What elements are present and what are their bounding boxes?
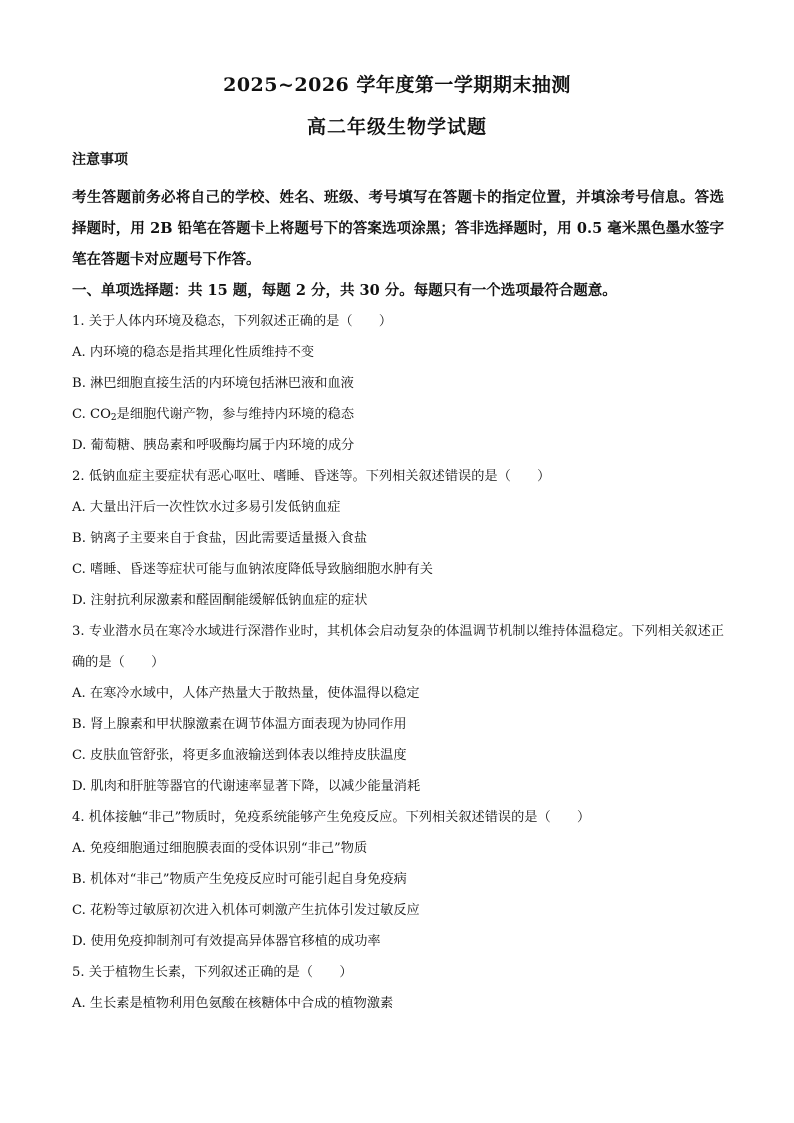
question-1-option-b: B. 淋巴细胞直接生活的内环境包括淋巴液和血液 <box>72 376 354 391</box>
question-1-option-c <box>72 399 724 430</box>
question-4-option-b: B. 机体对“非己”物质产生免疫反应时可能引起自身免疫病 <box>72 872 407 887</box>
exam-content <box>72 150 724 1019</box>
question-3-option-c: C. 皮肤血管舒张，将更多血液输送到体表以维持皮肤温度 <box>72 748 407 763</box>
question-4-stem: 4. 机体接触“非己”物质时，免疫系统能够产生免疫反应。下列相关叙述错误的是（ ） <box>72 810 591 825</box>
section-heading: 一、单项选择题：共 15 题，每题 2 分，共 30 分。每题只有一个选项最符合题意。 <box>72 282 617 299</box>
option-c-text: 是细胞代谢产物，参与维持内环境的稳态 <box>116 407 355 422</box>
notice-body: 考生答题前务必将自己的学校、姓名、班级、考号填写在答题卡的指定位置，并填涂考号信息。答选择题时，用 2B 铅笔在答题卡上将题号下的答案选项涂黑；答非选择题时，用 0.5 毫米黑色墨水签字笔在答题卡对应题号下作答。 <box>72 189 724 268</box>
question-4-option-d: D. 使用免疫抑制剂可有效提高异体器官移植的成功率 <box>72 934 381 949</box>
question-2-option-b: B. 钠离子主要来自于食盐，因此需要适量摄入食盐 <box>72 531 368 546</box>
question-2-option-d: D. 注射抗利尿激素和醛固酮能缓解低钠血症的症状 <box>72 593 368 608</box>
question-3-option-d: D. 肌肉和肝脏等器官的代谢速率显著下降，以减少能量消耗 <box>72 779 421 794</box>
question-3-stem: 3. 专业潜水员在寒冷水域进行深潜作业时，其机体会启动复杂的体温调节机制以维持体温稳定。下列相关叙述正确的是（ ） <box>72 624 724 670</box>
question-2-stem: 2. 低钠血症主要症状有恶心呕吐、嗜睡、昏迷等。下列相关叙述错误的是（ ） <box>72 469 551 484</box>
option-c-formula: C. CO <box>72 407 111 422</box>
question-3-option-a: A. 在寒冷水域中，人体产热量大于散热量，使体温得以稳定 <box>72 686 420 701</box>
question-2-option-a: A. 大量出汗后一次性饮水过多易引发低钠血症 <box>72 500 341 515</box>
question-4-option-a: A. 免疫细胞通过细胞膜表面的受体识别“非己”物质 <box>72 841 368 856</box>
option-c-subscript: 2 <box>110 413 117 423</box>
question-1-stem: 1. 关于人体内环境及稳态，下列叙述正确的是（ ） <box>72 314 393 329</box>
question-3-option-b: B. 肾上腺素和甲状腺激素在调节体温方面表现为协同作用 <box>72 717 407 732</box>
question-4-option-c: C. 花粉等过敏原初次进入机体可刺激产生抗体引发过敏反应 <box>72 903 420 918</box>
question-1-option-a: A. 内环境的稳态是指其理化性质维持不变 <box>72 345 315 360</box>
exam-title: 2025~2026 学年度第一学期期末抽测 <box>223 74 571 96</box>
question-5-option-a: A. 生长素是植物利用色氨酸在核糖体中合成的植物激素 <box>72 996 394 1011</box>
exam-subtitle: 高二年级生物学试题 <box>306 116 487 138</box>
notice-heading: 注意事项 <box>72 152 128 168</box>
question-2-option-c: C. 嗜睡、昏迷等症状可能与血钠浓度降低导致脑细胞水肿有关 <box>72 562 433 577</box>
question-5-stem: 5. 关于植物生长素，下列叙述正确的是（ ） <box>72 965 353 980</box>
question-1-option-d: D. 葡萄糖、胰岛素和呼吸酶均属于内环境的成分 <box>72 438 355 453</box>
